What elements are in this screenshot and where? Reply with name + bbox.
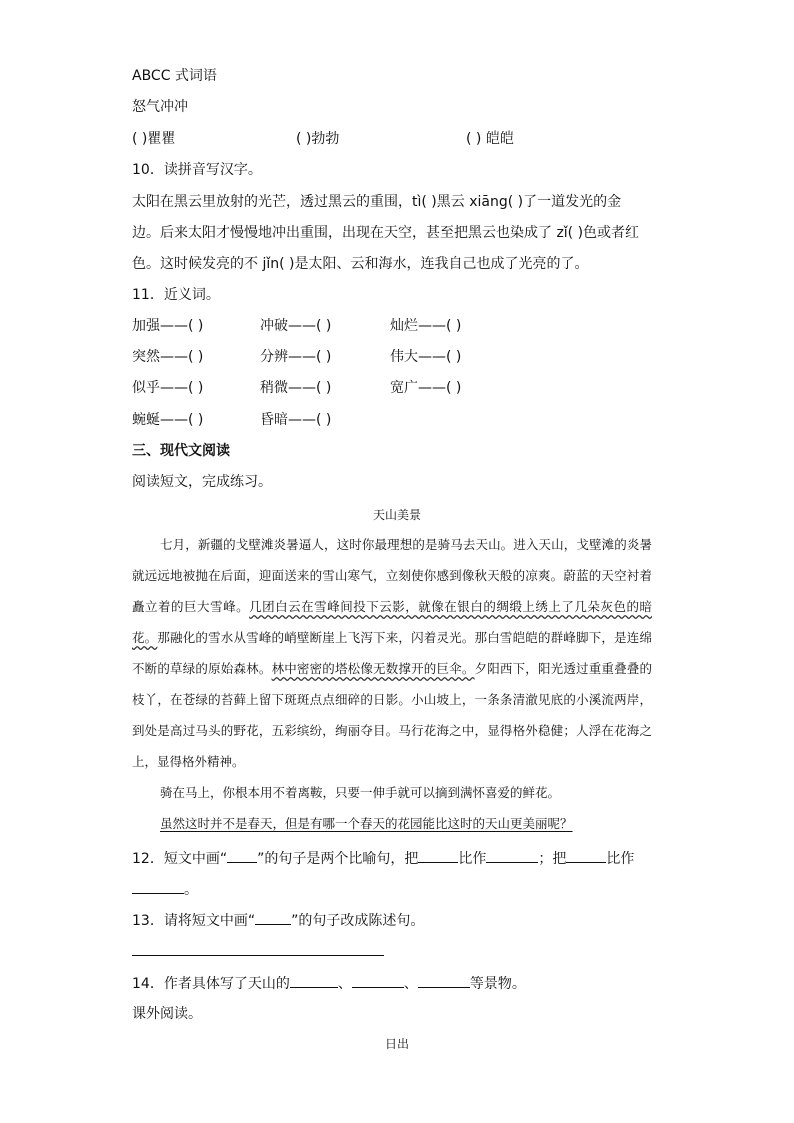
q12-line-2 <box>132 879 198 900</box>
synonym-item: 灿烂——( ) <box>390 318 462 334</box>
story-body <box>132 529 652 839</box>
abcc-item-1: ( )瞿瞿 <box>132 131 176 147</box>
story-text: 七月，新疆的戈壁滩炎暑逼人，这时你最理想的是骑马去天山。进入天山，戈壁滩的炎暑就远远地被抛在后面，迎面送来的雪山寒气，立刻使你感到像秋天般的凉爽。蔚蓝的天空衬着矗立着的巨大雪峰。 <box>132 537 652 614</box>
synonym-item: 蜿蜒——( ) <box>132 412 204 428</box>
q14-blank-3[interactable] <box>418 973 470 988</box>
q13-mark-blank <box>255 910 291 925</box>
q14-text: 14．作者具体写了天山的 <box>132 976 290 992</box>
simile-sentence-wavy: 几团白云在雪峰间投下云影，就像在银白的绸缎上绣上了几朵灰色的暗花。 <box>132 599 652 645</box>
q12-blank-2[interactable] <box>486 848 538 863</box>
synonym-item: 分辨——( ) <box>260 349 332 365</box>
story-title: 天山美景 <box>372 508 421 522</box>
abcc-item-2: ( )勃勃 <box>296 131 340 147</box>
extra-reading-label: 课外阅读。 <box>132 1006 202 1022</box>
q12-text: ”的句子是两个比喻句，把 <box>257 851 419 867</box>
q10-line-3: 色。这时候发亮的不 jǐn( )是太阳、云和海水，连我自己也成了光亮的了。 <box>132 256 589 272</box>
q14-blank-1[interactable] <box>290 973 338 988</box>
synonym-item: 宽广——( ) <box>390 380 462 396</box>
q10-label: 10．读拼音写汉字。 <box>132 162 262 178</box>
q12-text: 比作 <box>606 851 635 867</box>
extra-reading-title: 日出 <box>384 1037 409 1051</box>
section-heading: 三、现代文阅读 <box>132 443 230 459</box>
synonym-item: 加强——( ) <box>132 318 204 334</box>
q12-line-1 <box>132 848 634 869</box>
q12-mark-blank <box>227 848 257 863</box>
synonym-item: 伟大——( ) <box>390 349 462 365</box>
abcc-item-3: ( ) 皑皑 <box>466 131 514 147</box>
story-text: 那融化的雪水从雪峰的峭壁断崖上飞泻下来，闪着灵光。那白雪皑皑的群峰脚下，是连绵不断的草绿的原始森林。 <box>132 630 652 676</box>
simile-sentence-wavy-2: 林中密密的塔松像无数撑开的巨伞。 <box>271 661 475 676</box>
q12-blank-4[interactable] <box>132 879 184 894</box>
q12-blank-3[interactable] <box>566 848 606 863</box>
rhetorical-question-underlined: 虽然这时并不是春天，但是有哪一个春天的花园能比这时的天山更美丽呢？ <box>160 816 573 831</box>
q12-blank-1[interactable] <box>418 848 458 863</box>
q10-line-1: 太阳在黑云里放射的光芒，透过黑云的重围，tì( )黑云 xiāng( )了一道发光的金 <box>132 194 622 210</box>
q11-label: 11．近义词。 <box>132 287 220 303</box>
story-paragraph-1 <box>132 529 652 777</box>
q12-text: 比作 <box>458 851 487 867</box>
synonym-item: 突然——( ) <box>132 349 204 365</box>
q10-line-2: 边。后来太阳才慢慢地冲出重围，出现在天空，甚至把黑云也染成了 zǐ( )色或者红 <box>132 225 640 241</box>
q12-text: ；把 <box>538 851 567 867</box>
story-paragraph-2: 骑在马上，你根本用不着离鞍，只要一伸手就可以摘到满怀喜爱的鲜花。 <box>160 785 561 800</box>
q14-text: 、 <box>337 976 352 992</box>
reading-instruction: 阅读短文，完成练习。 <box>132 474 272 490</box>
q13-answer-line[interactable] <box>132 955 384 956</box>
q14-line <box>132 973 526 994</box>
q13-line <box>132 910 424 931</box>
q13-text: 13．请将短文中画“ <box>132 913 256 929</box>
synonym-item: 似乎——( ) <box>132 380 204 396</box>
q13-text: ”的句子改成陈述句。 <box>291 913 425 929</box>
abcc-example: 怒气冲冲 <box>132 99 188 115</box>
q12-text: 。 <box>184 882 198 898</box>
synonym-item: 稍微——( ) <box>260 380 332 396</box>
synonym-item: 冲破——( ) <box>260 318 332 334</box>
q14-blank-2[interactable] <box>352 973 404 988</box>
story-text: 夕阳西下，阳光透过重重叠叠的枝丫，在苍绿的苔藓上留下斑斑点点细碎的日影。小山坡上，一条条清澈见底的小溪流两岸，到处是高过马头的野花，五彩缤纷，绚丽夺目。马行花海之中，显得格外稳健；人浮在花海之上，显得格外精神。 <box>132 661 652 769</box>
abcc-heading: ABCC 式词语 <box>132 68 217 84</box>
synonym-item: 昏暗——( ) <box>260 412 332 428</box>
story-paragraph-3 <box>132 808 652 839</box>
q14-text: 、 <box>403 976 418 992</box>
q12-text: 12．短文中画“ <box>132 851 228 867</box>
q14-text: 等景物。 <box>469 976 526 992</box>
